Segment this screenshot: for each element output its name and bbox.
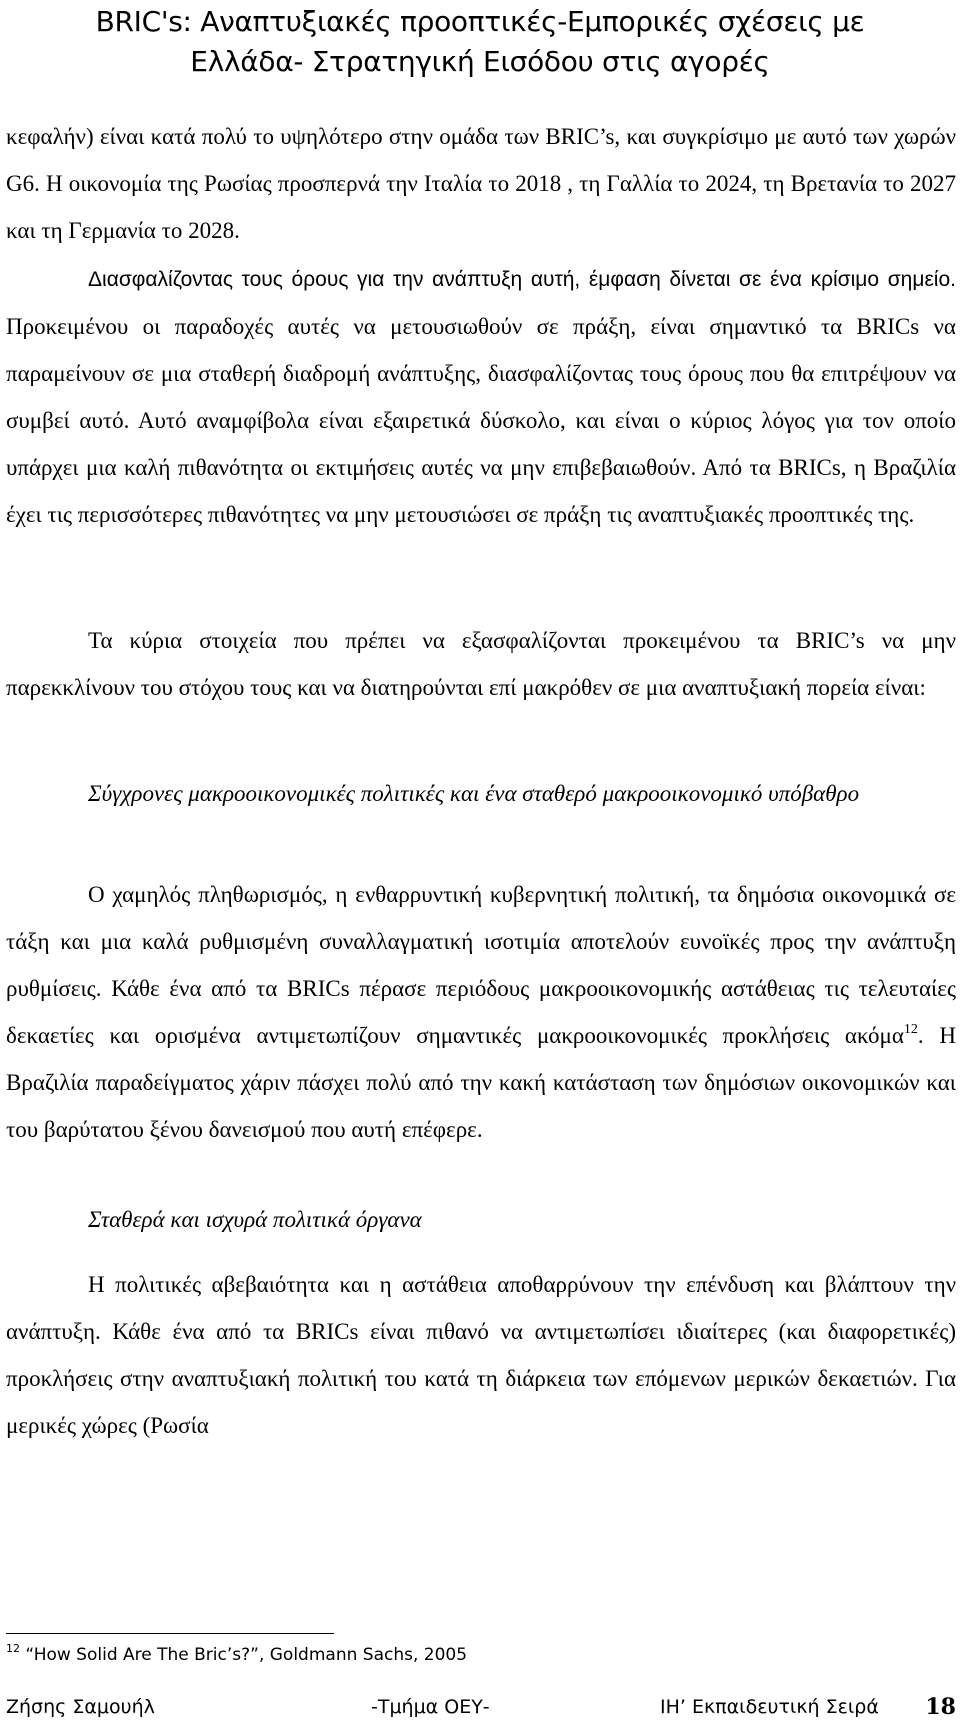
paragraph-4 — [6, 871, 956, 1153]
body-block-2 — [6, 255, 956, 538]
footnote-separator — [6, 1633, 334, 1634]
section-heading-2: Σταθερά και ισχυρά πολιτικά όργανα — [88, 1207, 422, 1232]
page-footer — [6, 1690, 956, 1724]
footer-author: Ζήσης Σαμουήλ — [6, 1696, 155, 1718]
header-title-line-2: Ελλάδα- Στρατηγική Εισόδου στις αγορές — [190, 45, 770, 78]
document-header — [0, 2, 960, 82]
footnote-reference: 12 — [903, 1022, 918, 1037]
body-block-6 — [6, 1196, 956, 1243]
header-title-line-1: BRIC's: Αναπτυξιακές προοπτικές-Εμπορικές σχέσεις με — [95, 5, 865, 38]
body-block-4 — [6, 770, 956, 817]
paragraph-4-text: Ο χαμηλός πληθωρισμός, η ενθαρρυντική κυβερνητική πολιτική, τα δημόσια οικονομικά σε τάξη και μια καλά ρυθμισμένη συναλλαγματική ισοτιμία αποτελούν ευνοϊκές προς την ανάπτυξη ρυθμίσεις. Κάθε ένα από τα BRICs πέρασε περιόδους μακροοικονομικής αστάθειας τις τελευταίες δεκαετίες και ορισμένα αντιμετωπίζουν σημαντικές μακροοικονομικές προκλήσεις ακόμα — [6, 882, 956, 1048]
paragraph-1: κεφαλήν) είναι κατά πολύ το υψηλότερο στην ομάδα των BRIC’s, και συγκρίσιμο με αυτό των χωρών G6. Η οικονομία της Ρωσίας προσπερνά την Ιταλία το 2018 , τη Γαλλία το 2024, τη Βρετανία το 2027 και τη Γερμανία το 2028. — [6, 124, 956, 243]
footer-department: -Τμήμα ΟΕΥ- — [371, 1696, 490, 1718]
paragraph-2-rest: Προκειμένου οι παραδοχές αυτές να μετουσιωθούν σε πράξη, είναι σημαντικό τα BRICs να παραμείνουν σε μια σταθερή διαδρομή ανάπτυξης, διασφαλίζοντας τους όρους που θα επιτρέψουν να συμβεί αυτό. Αυτό αναμφίβολα είναι εξαιρετικά δύσκολο, και είναι ο κύριος λόγος για τον οποίο υπάρχει μια καλή πιθανότητα οι εκτιμήσεις αυτές να μην επιβεβαιωθούν. Από τα BRICs, η Βραζιλία έχει τις περισσότερες πιθανότητες να μην μετουσιώσει σε πράξη τις αναπτυξιακές προοπτικές της. — [6, 314, 956, 527]
body-block-3 — [6, 617, 956, 711]
body-block-5 — [6, 871, 956, 1153]
paragraph-2 — [6, 255, 956, 538]
footnote-number: 12 — [6, 1642, 20, 1655]
section-heading-1: Σύγχρονες μακροοικονομικές πολιτικές και ένα σταθερό μακροοικονομικό υπόβαθρο — [88, 781, 860, 806]
page-number: 18 — [925, 1694, 956, 1720]
body-block-1 — [6, 113, 956, 254]
paragraph-2-lead: Διασφαλίζοντας τους όρους για την ανάπτυξη αυτή, έμφαση δίνεται σε ένα κρίσιμο σημείο. — [88, 268, 956, 291]
paragraph-4-text-end: . Η Βραζιλία παραδείγματος χάριν πάσχει πολύ από την κακή κατάσταση των δημόσιων οικονομικών και του βαρύτατου ξένου δανεισμού που αυτή επέφερε. — [6, 1023, 956, 1142]
footer-series: ΙΗ’ Εκπαιδευτική Σειρά — [660, 1696, 879, 1718]
body-block-7 — [6, 1261, 956, 1449]
footnote — [6, 1640, 467, 1670]
paragraph-5: Η πολιτικές αβεβαιότητα και η αστάθεια αποθαρρύνουν την επένδυση και βλάπτουν την ανάπτυξη. Κάθε ένα από τα BRICs είναι πιθανό να αντιμετωπίσει ιδιαίτερες (και διαφορετικές) προκλήσεις στην αναπτυξιακή πολιτική του κατά τη διάρκεια των επόμενων μερικών δεκαετιών. Για μερικές χώρες (Ρωσία — [6, 1272, 956, 1438]
paragraph-3: Τα κύρια στοιχεία που πρέπει να εξασφαλίζονται προκειμένου τα BRIC’s να μην παρεκκλίνουν του στόχου τους και να διατηρούνται επί μακρόθεν σε μια αναπτυξιακή πορεία είναι: — [6, 628, 956, 700]
footnote-text: “How Solid Are The Bric’s?”, Goldmann Sachs, 2005 — [20, 1645, 468, 1665]
